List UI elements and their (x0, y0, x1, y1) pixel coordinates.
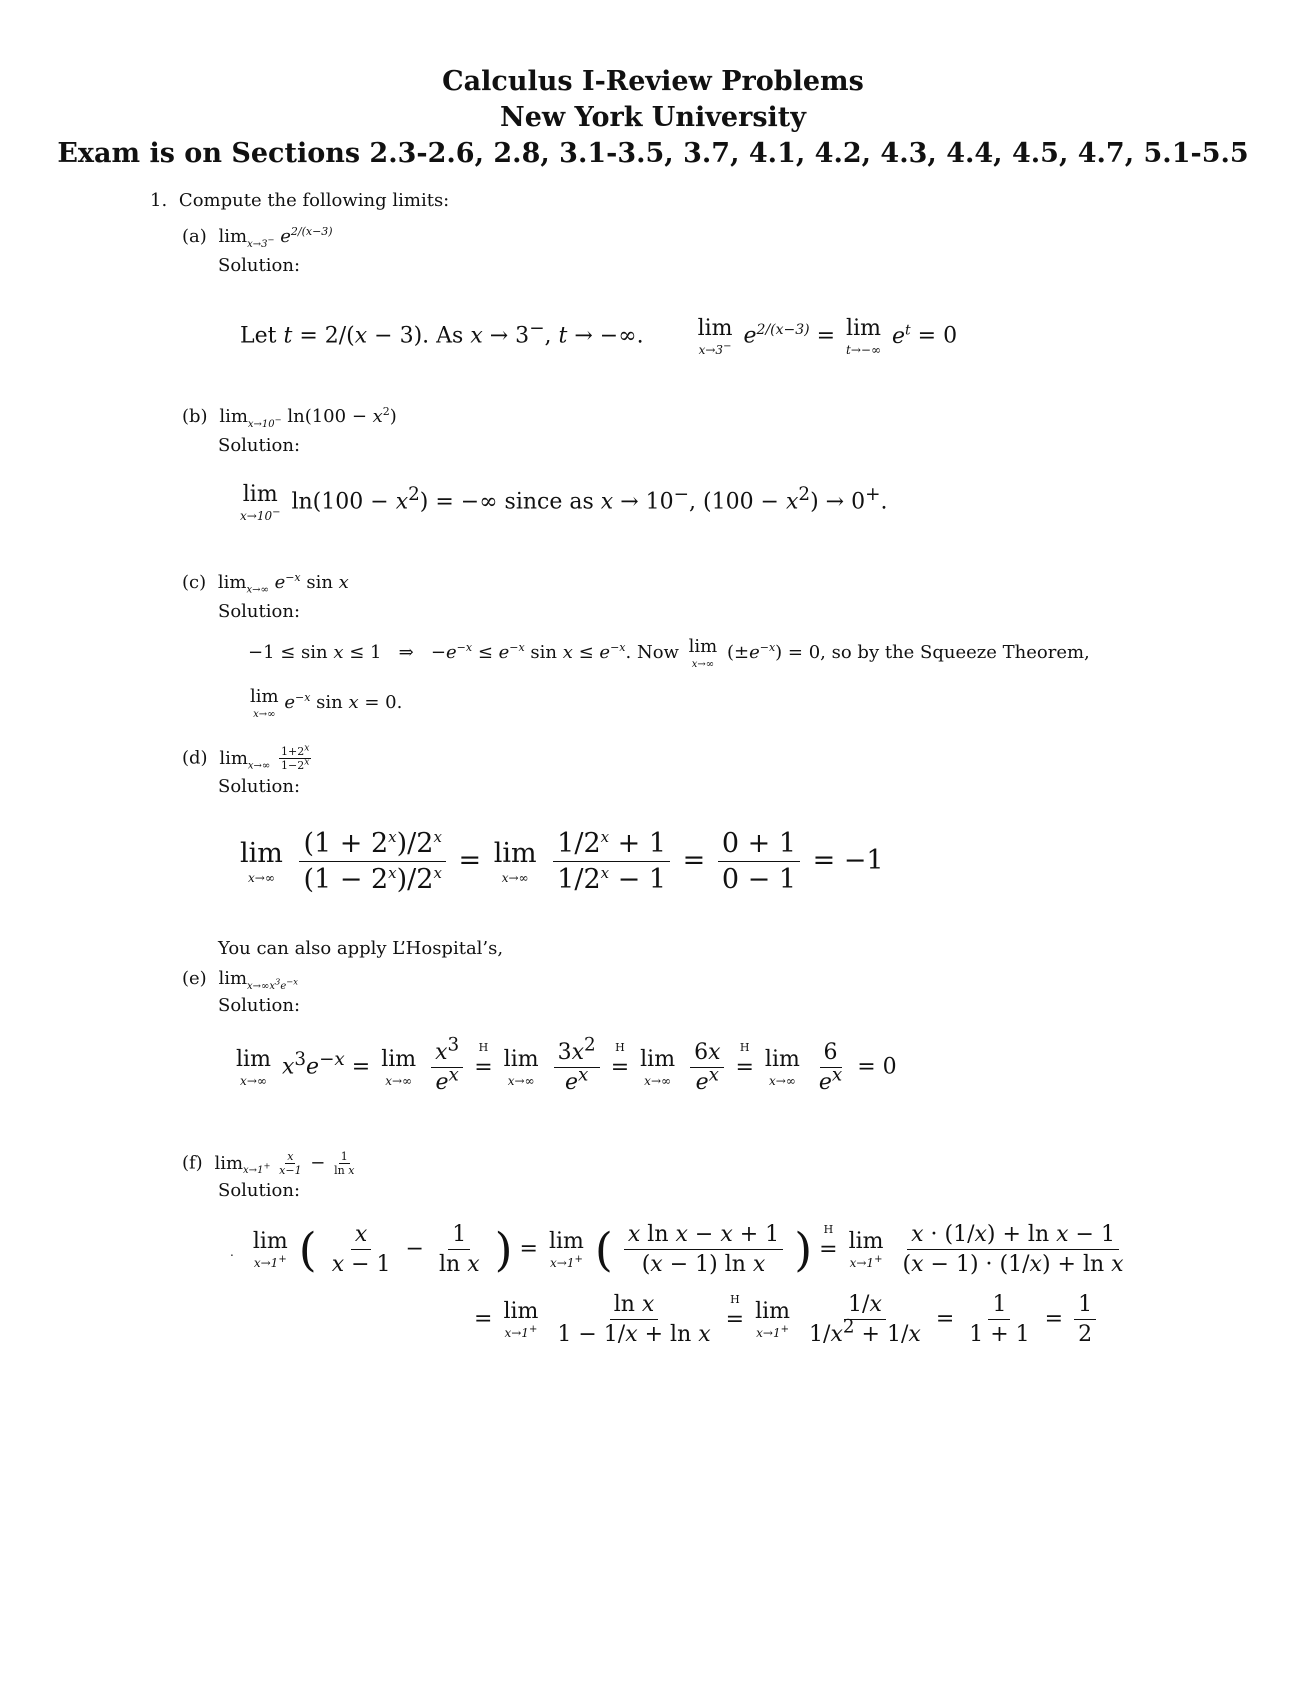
part-e-solution: lim x→∞ $x^3e^{-x}$ = lim x→∞ $\frac{x^3}{e^x}$ H = lim x→∞ $\frac{3x^2}{e^x}$ H = lim x→∞ $\frac{6x}{e^x}$ H = lim x→∞ $\frac{6}{e^x}$ = 0 (236, 1034, 897, 1095)
part-b-solution: lim x→10− $\ln(100 - x^2)$ = −∞ since as x → 10−, $(100 - x^2) \to 0^+$. (240, 482, 888, 523)
solution-label: Solution: (218, 1180, 301, 1201)
document-title: Calculus I-Review Problems (442, 66, 864, 97)
part-c-question: (c) $\lim_{x\to\infty} e^{-x}$ sin x (182, 571, 349, 596)
problem-1 (150, 190, 449, 211)
part-b-question: (b) $\lim_{x\to 10^-} \ln(100 - x^2)$ (182, 405, 397, 430)
part-label: (a) (182, 226, 207, 247)
part-a-question: (a) $\lim_{x\to 3^-} e^{2/(x-3)}$ (182, 225, 333, 250)
part-label: (e) (182, 968, 207, 989)
part-label: (d) (182, 747, 208, 769)
solution-text: . Now (625, 642, 679, 663)
part-c-solution-line1: −1 ≤ sin x ≤ 1 ⇒ $-e^{-x} \le e^{-x}$ $\sin x \le e^{-x}$. Now lim x→∞ $(\pm e^{-x}) = 0$, so by the Squeeze Theorem, (248, 636, 1090, 670)
problem-number: 1. (150, 190, 168, 211)
lhospital-note: You can also apply L’Hospital’s, (218, 938, 504, 959)
solution-label: Solution: (218, 601, 301, 622)
part-e-question: (e) $\lim_{x\to\infty x^3e^{-x}}$ (182, 968, 298, 992)
part-d-solution: lim x→∞ $\frac{(1 + 2^x)/2^x}{(1 - 2^x)/2^x}$ = lim x→∞ $\frac{1/2^x + 1}{1/2^x - 1}$ = $\frac{0 + 1}{0 - 1}$ = −1 (240, 828, 884, 895)
document-subtitle: New York University (500, 102, 806, 133)
part-c-solution-line2: lim x→∞ $e^{-x}$ sin x = 0. (250, 686, 403, 720)
solution-label: Solution: (218, 255, 301, 276)
part-f-solution-line1: . lim x→1+ ( $\frac{x}{x - 1}$ − $\frac{1}{\text{ln x}}$ ) = lim x→1+ ( $\frac{\text{x ln x − x + 1}}{\text{(x − 1) ln x}}$ ) H = lim x→1+ $\frac{\text{x · (1/x) + ln x − 1}}{\text{(x − 1) · (1/x) + ln x}}$ (230, 1222, 1124, 1277)
part-f-question: (f) $\lim_{x\to 1^+}$ $\frac{x}{x-1}$ − $\frac{1}{\text{ln x}}$ (182, 1150, 355, 1177)
solution-text: Let (240, 323, 277, 349)
problem-prompt: Compute the following limits: (178, 190, 450, 211)
part-f-solution-line2: = lim x→1+ $\frac{\text{ln x}}{\text{1 − 1/x + ln x}}$ H = lim x→1+ $\frac{1/x}{1/x^2 + 1/x}$ = $\frac{1}{1 + 1}$ = $\frac{1}{2}$ (474, 1292, 1100, 1347)
solution-text: since as (504, 489, 594, 515)
solution-text: = 0, so by the Squeeze Theorem, (787, 642, 1090, 663)
part-label: (b) (182, 406, 208, 427)
solution-label: Solution: (218, 776, 301, 797)
exam-sections: Exam is on Sections 2.3-2.6, 2.8, 3.1-3.5, 3.7, 4.1, 4.2, 4.3, 4.4, 4.5, 4.7, 5.1-5.5 (57, 138, 1249, 169)
part-label: (f) (182, 1152, 203, 1174)
part-label: (c) (182, 572, 207, 593)
part-a-solution: Let t = 2/(x − 3). As x → 3−, t → −∞. lim x→3− $e^{2/(x-3)}$ = lim t→−∞ $e^t = 0$ (240, 316, 958, 357)
solution-label: Solution: (218, 435, 301, 456)
solution-text: . As (422, 323, 464, 349)
solution-label: Solution: (218, 995, 301, 1016)
part-d-question: (d) $\lim_{x\to\infty}$ $\frac{1+2^x}{1-2^x}$ (182, 742, 310, 772)
